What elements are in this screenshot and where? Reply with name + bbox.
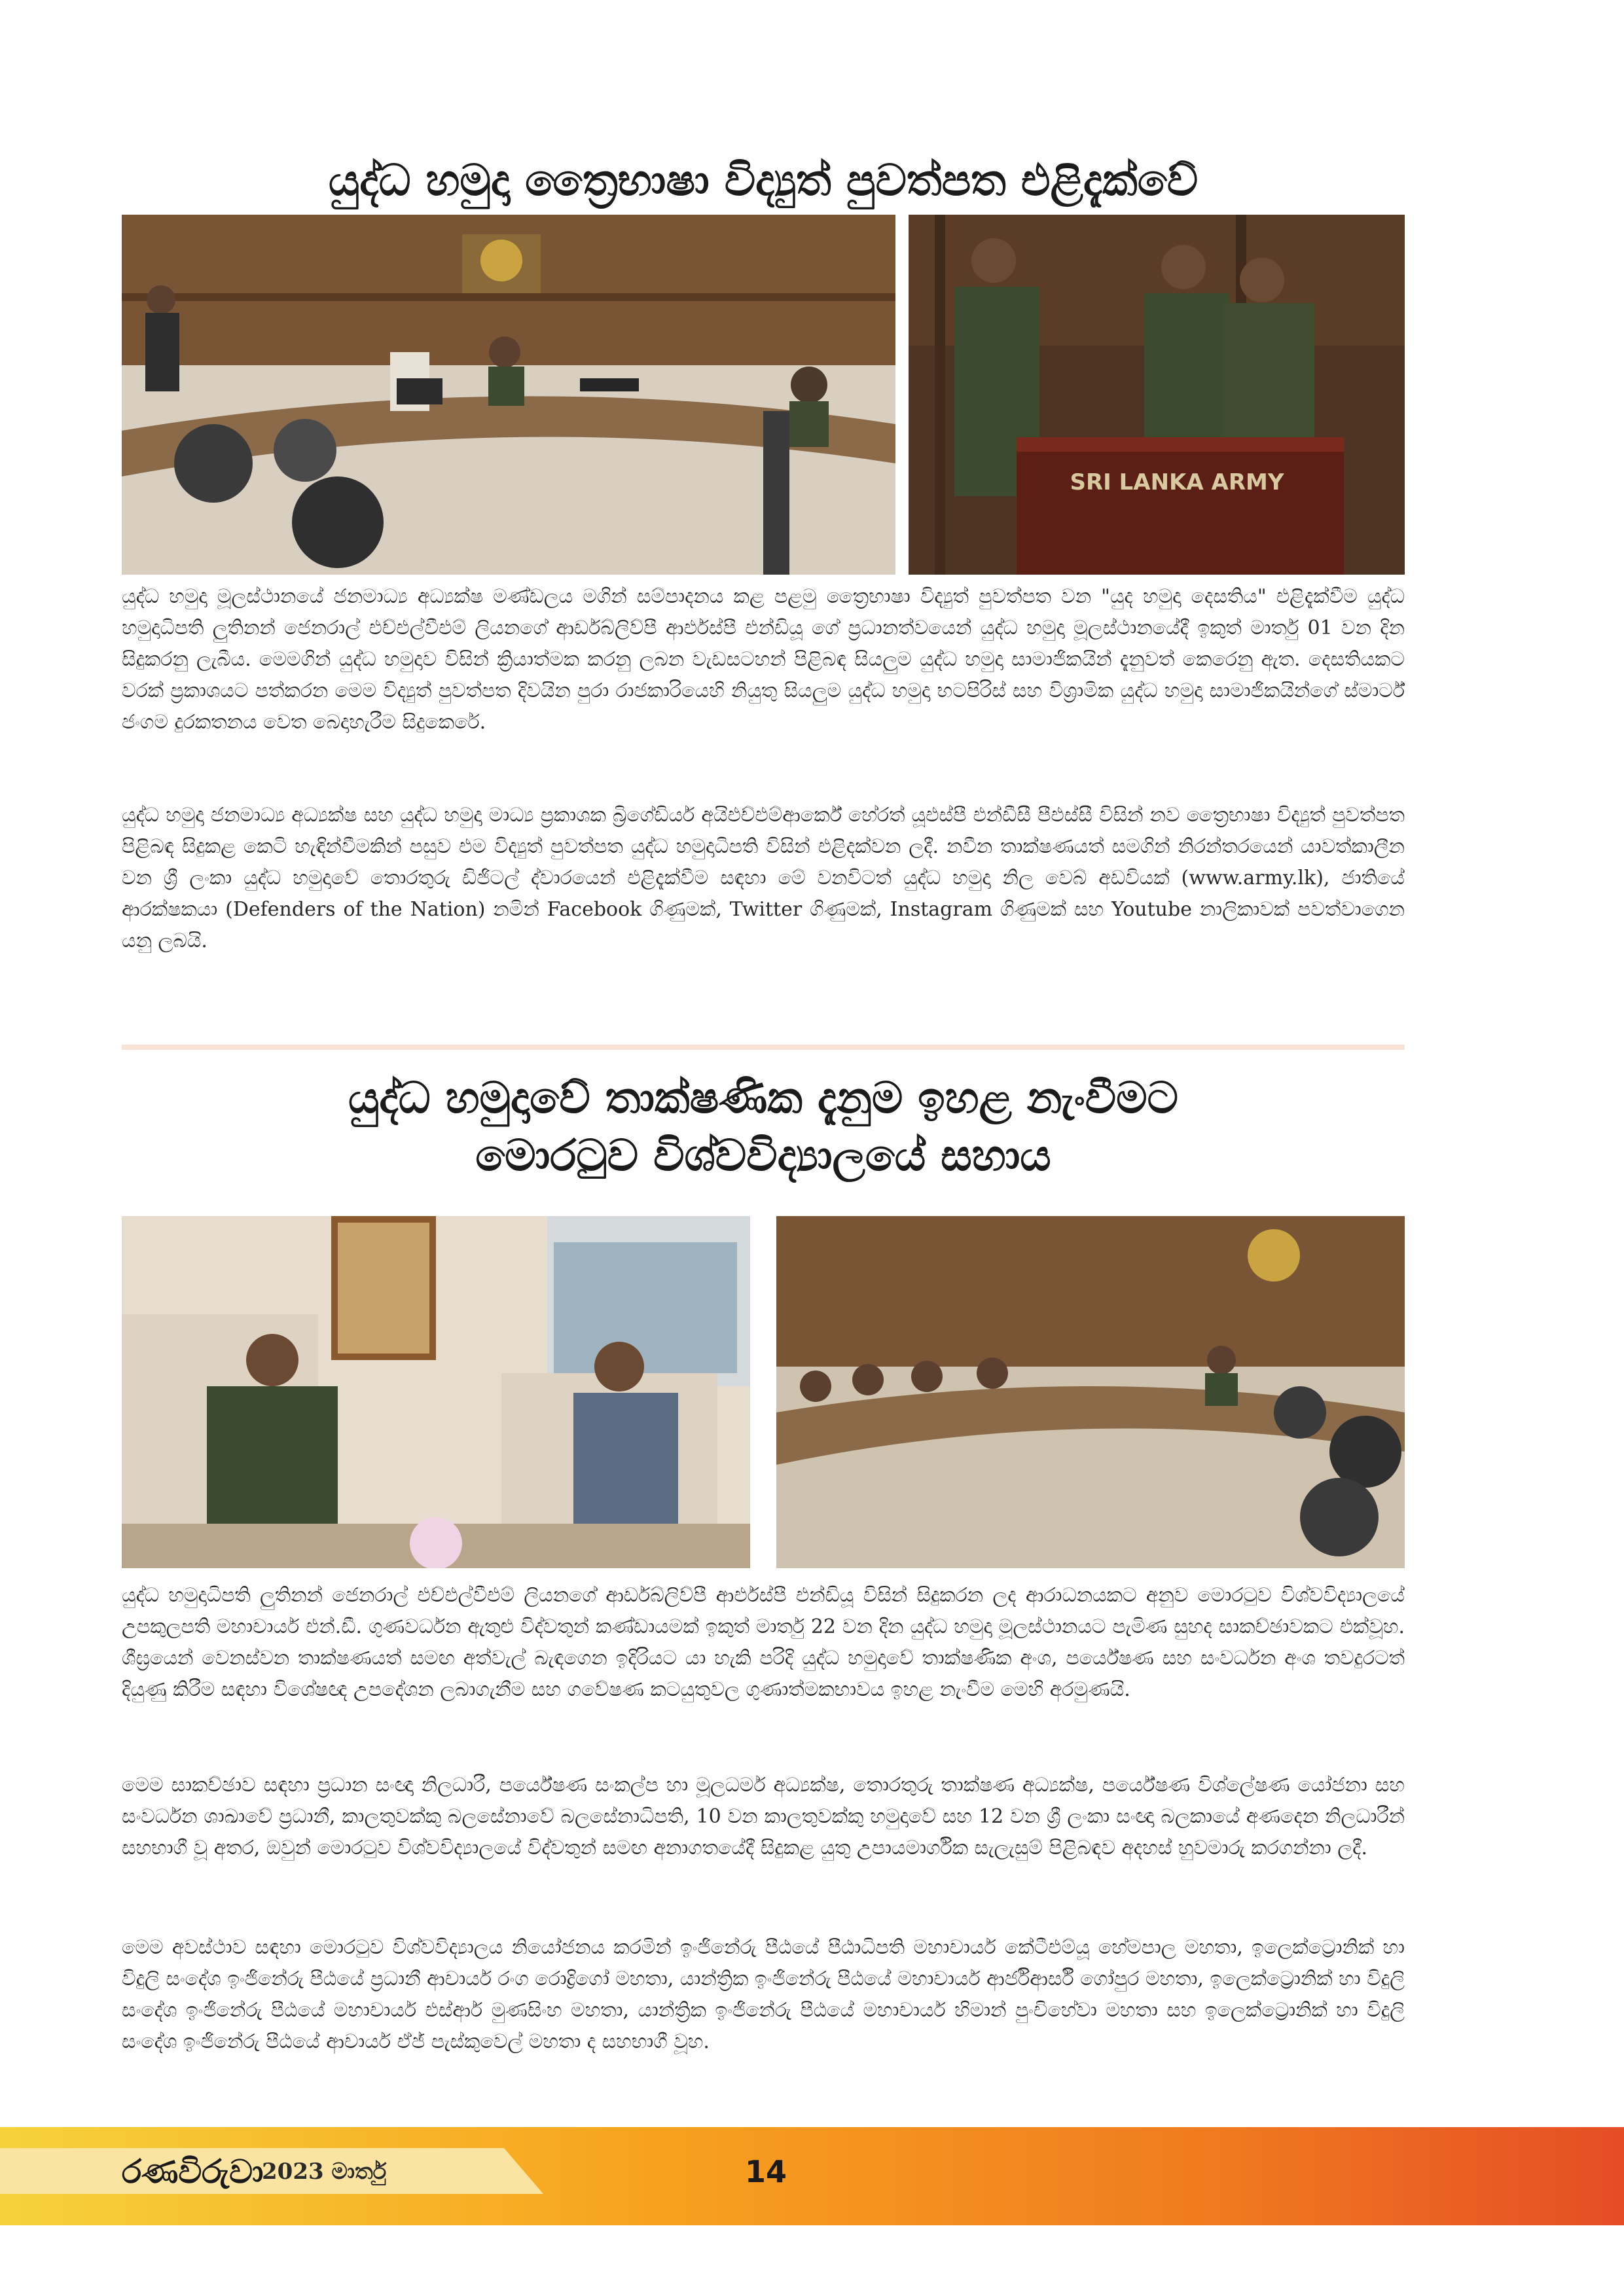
page-number: 14 xyxy=(744,2154,787,2189)
article1-paragraph-2: යුද්ධ හමුදා ජනමාධ්‍ය අධ්‍යක්ෂ සහ යුද්ධ හමුදා මාධ්‍ය ප්‍රකාශක බ්‍රිගේඩියර් අයිඑච්එම්ආර්කේ හේරත් යූඑස්පී එන්ඩීසී පීඑස්සී විසින් නව ත්‍රෛභාෂා විද්‍යුත් පුවත්පත පිළිබඳ සිදුකළ කෙටි හැඳින්වීමකින් පසුව එම විද්‍යුත් පුවත්පත යුද්ධ හමුදාධිපති විසින් එළිදක්වන ලදී. නවීන තාක්ෂණයත් සමගින් නිරන්තරයෙන් යාවත්කාලීන වන ශ්‍රී ලංකා යුද්ධ හමුදාවේ තොරතුරු ඩිජිටල් ද්වාරයෙන් එළිදැක්වීම සඳහා මේ වනවිටත් යුද්ධ හමුදා නිල වෙබ් අඩවියක් (www.army.lk), ජාතියේ ආරක්ෂකයා (Defenders of the Nation) නමින් Facebook ගිණුමක්, Twitter ගිණුමක්, Instagram ගිණුමක් සහ Youtube නාලිකාවක් පවත්වාගෙන යනු ලබයි. xyxy=(122,804,1405,952)
article2-headline-line2: මොරටුව විශ්වවිද්‍යාලයේ සහාය xyxy=(475,1130,1051,1181)
article2-paragraph-3: මෙම අවස්ථාව සඳහා මොරටුව විශ්වවිද්‍යාලය නියෝජනය කරමින් ඉංජිනේරු පීඨයේ පීඨාධිපති මහාචාර්ය කේටීඑම්යූ හේමපාල මහතා, ඉලෙක්ට්‍රොනික් හා විදුලි සංදේශ ඉංජිනේරු පීඨයේ ප්‍රධානී ආචාර්ය රංග රොද්‍රිගෝ මහතා, යාන්ත්‍රික ඉංජිනේරු පීඨයේ මහාචාර්ය ආර්ජිආර්සී ගෝපුර මහතා, ඉලෙක්ට්‍රොනික් හා විදුලි සංදේශ ඉංජිනේරු පීඨයේ මහාචාර්ය එස්ආර් මුණසිංහ මහතා, යාන්ත්‍රික ඉංජිනේරු පීඨයේ මහාචාර්ය හිමාන් පුංචිහේවා මහතා සහ ඉලෙක්ට්‍රොනික් හා විදුලි සංදේශ ඉංජිනේරු පීඨයේ ආචාර්ය ඒජ් පැස්කුවෙල් මහතා ද සහභාගී වූහ. xyxy=(122,1936,1405,2053)
svg-text:SRI LANKA ARMY: SRI LANKA ARMY xyxy=(1070,469,1284,495)
article1-headline: යුද්ධ හමුදා ත්‍රෛභාෂා විද්‍යුත් පුවත්පත එළිදැක්වේ xyxy=(328,155,1199,206)
article2-paragraph-1: යුද්ධ හමුදාධිපති ලුතිනන් ජෙනරාල් එච්එල්වීඑම් ලියනගේ ආර්ඩබ්ලිව්පී ආර්එස්පී එන්ඩියූ විසින් සිදුකරන ලද ආරාධනයකට අනුව මොරටුව විශ්වවිද්‍යාලයේ උපකුලපති මහාචාර්ය එන්.ඩී. ගුණවර්ධන ඇතුළු විද්වතුන් කණ්ඩායමක් ඉකුත් මාර්තු 22 වන දින යුද්ධ හමුදා මූලස්ථානයට පැමිණ සුහද සාකච්ඡාවකට එක්වූහ. ශීඝ්‍රයෙන් වෙනස්වන තාක්ෂණයත් සමඟ අත්වැල් බැඳගෙන ඉදිරියට යා හැකි පරිදි යුද්ධ හමුදාවේ තාක්ෂණික අංශ, පර්යේෂණ සහ සංවර්ධන අංශ තවදුරටත් දියුණු කිරීම සඳහා විශේෂඥ උපදේශන ලබාගැනීම සහ ගවේෂණ කටයුතුවල ගුණාත්මකභාවය ඉහළ නැංවීම මෙහි අරමුණයි. xyxy=(122,1584,1405,1701)
magazine-logo: රණවිරුවා xyxy=(122,2153,264,2191)
officers-at-podium-photo xyxy=(909,215,1405,575)
conference-room-photo xyxy=(122,215,895,575)
article2-headline-line1: යුද්ධ හමුදාවේ තාක්ෂණික දැනුම ඉහළ නැංවීමට xyxy=(348,1073,1179,1123)
issue-date: 2023 මාර්තු xyxy=(262,2159,387,2185)
article1-paragraph-1: යුද්ධ හමුදා මූලස්ථානයේ ජනමාධ්‍ය අධ්‍යක්ෂ මණ්ඩලය මගින් සම්පාදනය කළ පළමු ත්‍රෛභාෂා විද්‍යුත් පුවත්පත වන "යුද හමුදා දෙසතිය" එළිදැක්වීම යුද්ධ හමුදාධිපති ලුතිනන් ජෙනරාල් එච්එල්වීඑම් ලියනගේ ආර්ඩබ්ලිව්පී ආර්එස්පී එන්ඩියූ ගේ ප්‍රධානත්වයෙන් යුද්ධ හමුදා මූලස්ථානයේදී ඉකුත් මාර්තු 01 වන දින සිදුකරනු ලැබීය. මෙමගින් යුද්ධ හමුදාව විසින් ක්‍රියාත්මක කරනු ලබන වැඩසටහන් පිළිබඳ සියලුම යුද්ධ හමුදා සාමාජිකයින් දැනුවත් කෙරෙනු ඇත. දෙසතියකට වරක් ප්‍රකාශයට පත්කරන මෙම විද්‍යුත් පුවත්පත දිවයින පුරා රාජකාරියෙහි නියුතු සියලුම යුද්ධ හමුදා භටපිරිස් සහ විශ්‍රාමික යුද්ධ හමුදා සාමාජිකයින්ගේ ස්මාර්ට් ජංගම දුරකතනය වෙත බෙදාහැරීම සිදුකෙරේ. xyxy=(122,585,1405,734)
article2-paragraph-2: මෙම සාකච්ඡාව සඳහා ප්‍රධාන සංඥා නිලධාරී, පර්යේෂණ සංකල්ප හා මූලධර්ම අධ්‍යක්ෂ, තොරතුරු තාක්ෂණ අධ්‍යක්ෂ, පර්යේෂණ විශ්ලේෂණ යෝජනා සහ සංවර්ධන ශාඛාවේ ප්‍රධානී, කාලතුවක්කු බලසේනාවේ බලසේනාධිපති, 10 වන කාලතුවක්කු හමුදාවේ සහ 12 වන ශ්‍රී ලංකා සංඥා බලකායේ අණදෙන නිලධාරීන් සහභාගී වූ අතර, ඔවුන් මොරටුව විශ්වවිද්‍යාලයේ විද්වතුන් සමඟ අනාගතයේදී සිදුකළ යුතු උපායමාර්ගික සැලැසුම් පිළිබඳව අදහස් හුවමාරු කරගන්නා ලදී. xyxy=(122,1774,1405,1859)
section-divider xyxy=(122,1045,1405,1050)
discussion-meeting-photo xyxy=(776,1216,1405,1568)
courtesy-call-photo xyxy=(122,1216,750,1568)
